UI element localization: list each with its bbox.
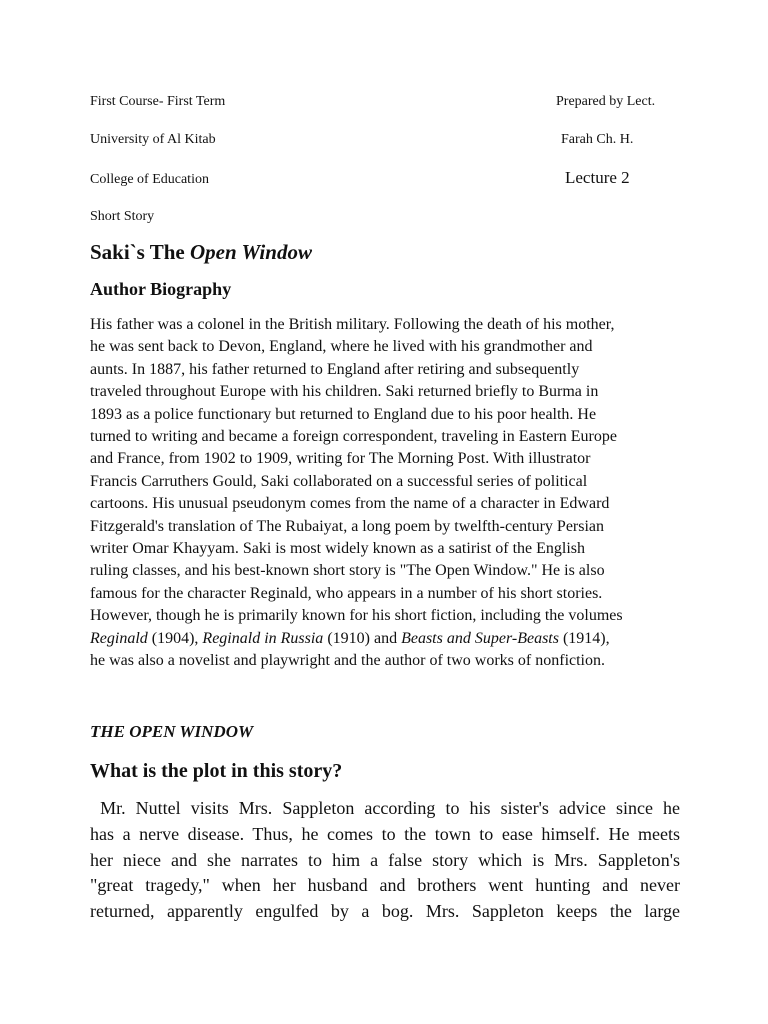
plot-line: returned, apparently engulfed by a bog. Mrs. Sappleton keeps the large: [90, 901, 680, 922]
title-prefix: Saki`s The: [90, 240, 190, 264]
biography-line: His father was a colonel in the British military. Following the death of his mother,: [90, 316, 615, 333]
document-title: [90, 240, 312, 265]
biography-line: aunts. In 1887, his father returned to England after retiring and subsequently: [90, 360, 580, 378]
biography-heading: Author Biography: [90, 279, 232, 299]
biography-works-line: [90, 628, 690, 650]
work-year: (1910) and: [323, 629, 402, 647]
biography-line: and France, from 1902 to 1909, writing for The Morning Post. With illustrator: [90, 450, 591, 468]
subject-label: Short Story: [90, 209, 155, 224]
biography-line: Fitzgerald's translation of The Rubaiyat, a long poem by twelfth-century Persian: [90, 517, 605, 535]
story-heading: THE OPEN WINDOW: [90, 722, 254, 741]
plot-line: her niece and she narrates to him a false story which is Mrs. Sappleton's: [90, 849, 680, 870]
plot-heading: What is the plot in this story?: [90, 760, 343, 782]
biography-line: turned to writing and became a foreign correspondent, traveling in Eastern Europe: [90, 428, 617, 446]
biography-line: Francis Carruthers Gould, Saki collaborated on a successful series of political: [90, 472, 588, 490]
biography-line: he was sent back to Devon, England, where he lived with his grandmother and: [90, 338, 593, 356]
plot-line: has a nerve disease. Thus, he comes to the town to ease himself. He meets: [90, 823, 680, 844]
lecture-number: Lecture 2: [565, 168, 630, 187]
biography-line: ruling classes, and his best-known short story is "The Open Window." He is also: [90, 562, 605, 580]
plot-paragraph: [90, 796, 680, 925]
work-year: (1904),: [147, 629, 203, 647]
work-title-reginald: Reginald: [90, 629, 148, 647]
title-italic: Open Window: [190, 240, 312, 264]
university-label: University of Al Kitab: [90, 132, 216, 147]
biography-line: cartoons. His unusual pseudonym comes from the name of a character in Edward: [90, 495, 610, 513]
biography-line: famous for the character Reginald, who appears in a number of his short stories.: [90, 584, 603, 602]
biography-line: writer Omar Khayyam. Saki is most widely known as a satirist of the English: [90, 540, 586, 558]
plot-line: Mr. Nuttel visits Mrs. Sappleton according to his sister's advice since he: [90, 798, 680, 818]
biography-line: he was also a novelist and playwright and the author of two works of nonfiction.: [90, 652, 605, 670]
biography-line: 1893 as a police functionary but returned to England due to his poor health. He: [90, 405, 597, 423]
work-title-beasts-and-super-beasts: Beasts and Super-Beasts: [401, 629, 559, 647]
plot-line: "great tragedy," when her husband and brothers went hunting and never: [90, 875, 680, 896]
work-title-reginald-in-russia: Reginald in Russia: [202, 629, 324, 647]
biography-paragraph: [90, 314, 690, 673]
lecturer-name: Farah Ch. H.: [561, 132, 634, 147]
work-year: (1914),: [558, 629, 610, 647]
prepared-by-label: Prepared by Lect.: [556, 94, 656, 109]
college-label: College of Education: [90, 172, 209, 187]
biography-line: However, though he is primarily known for his short fiction, including the volumes: [90, 607, 623, 625]
biography-line: traveled throughout Europe with his children. Saki returned briefly to Burma in: [90, 383, 599, 401]
course-label: First Course- First Term: [90, 94, 226, 109]
